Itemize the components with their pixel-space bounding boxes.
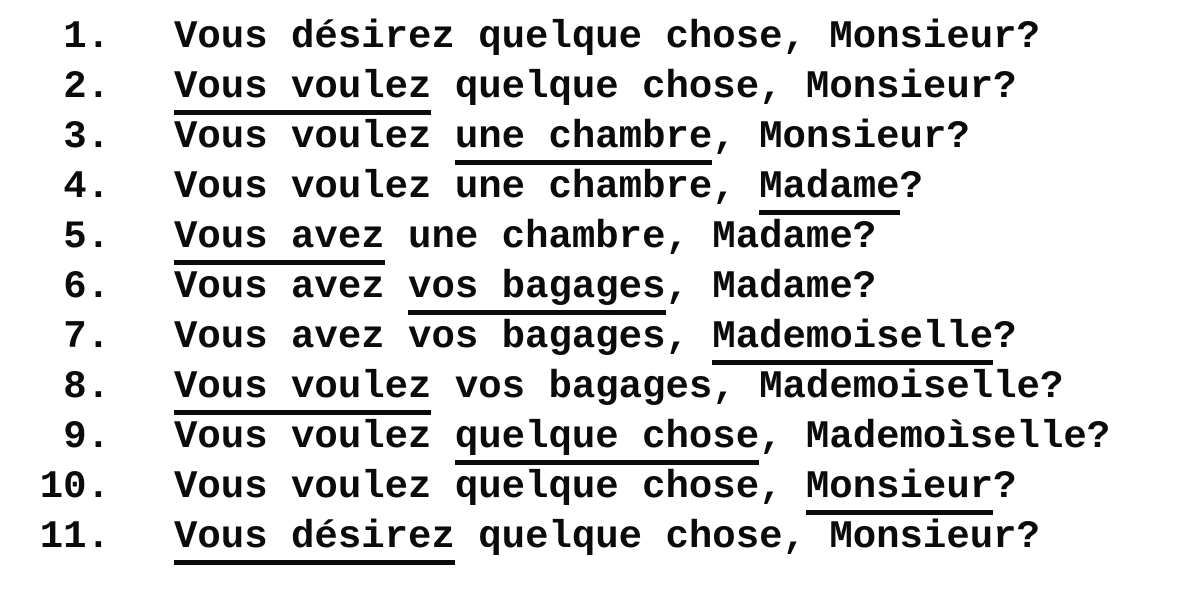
underlined-phrase: quelque chose <box>455 415 759 465</box>
drill-line <box>0 162 1196 212</box>
text-segment: quelque chose, Monsieur? <box>454 515 1040 559</box>
line-number: 8. <box>63 365 110 409</box>
line-number: 7. <box>63 315 110 359</box>
line-number: 2. <box>63 65 110 109</box>
line-text <box>174 312 1017 362</box>
underlined-phrase: Madame <box>759 165 899 215</box>
underlined-phrase: Vous voulez <box>174 365 431 415</box>
text-segment: Vous désirez quelque chose, Monsieur? <box>174 15 1040 59</box>
text-segment: vos bagages, Mademoiselle? <box>431 365 1064 409</box>
line-text <box>174 512 1040 562</box>
text-segment: quelque chose, Monsieur? <box>431 65 1017 109</box>
drill-line <box>0 412 1196 462</box>
drill-line <box>0 112 1196 162</box>
line-number: 9. <box>63 415 110 459</box>
line-text <box>174 262 876 312</box>
line-number: 3. <box>63 115 110 159</box>
underlined-phrase: Vous désirez <box>174 515 455 565</box>
text-segment: Vous voulez quelque chose, <box>174 465 806 509</box>
line-text <box>174 112 970 162</box>
drill-list <box>0 12 1196 562</box>
line-text <box>174 412 1110 462</box>
line-number: 4. <box>63 165 110 209</box>
text-segment: une chambre, Madame? <box>384 215 877 259</box>
text-segment: , Mademoìselle? <box>759 415 1111 459</box>
text-segment: ? <box>993 315 1017 359</box>
text-segment: ? <box>993 465 1017 509</box>
drill-line <box>0 212 1196 262</box>
line-text <box>174 62 1017 112</box>
text-segment: , Madame? <box>665 265 877 309</box>
text-segment: Vous avez vos bagages, <box>174 315 713 359</box>
text-segment: ? <box>899 165 923 209</box>
text-segment: Vous voulez une chambre, <box>174 165 760 209</box>
drill-line <box>0 12 1196 62</box>
line-text <box>174 212 876 262</box>
text-segment: Vous voulez <box>174 115 455 159</box>
underlined-phrase: Monsieur <box>806 465 993 515</box>
drill-line <box>0 362 1196 412</box>
line-number: 10. <box>39 465 110 509</box>
drill-line <box>0 312 1196 362</box>
text-segment: Vous avez <box>174 265 409 309</box>
line-text <box>174 12 1040 62</box>
line-number: 11. <box>39 515 110 559</box>
underlined-phrase: une chambre <box>455 115 712 165</box>
line-text <box>174 362 1063 412</box>
text-segment: , Monsieur? <box>712 115 970 159</box>
text-segment: Vous voulez <box>174 415 455 459</box>
underlined-phrase: Vous avez <box>174 215 385 265</box>
line-text <box>174 462 1017 512</box>
line-number: 6. <box>63 265 110 309</box>
line-text <box>174 162 923 212</box>
line-number: 1. <box>63 15 110 59</box>
drill-line <box>0 262 1196 312</box>
drill-line <box>0 462 1196 512</box>
underlined-phrase: vos bagages <box>408 265 665 315</box>
line-number: 5. <box>63 215 110 259</box>
drill-line <box>0 62 1196 112</box>
underlined-phrase: Mademoiselle <box>712 315 993 365</box>
drill-line <box>0 512 1196 562</box>
underlined-phrase: Vous voulez <box>174 65 431 115</box>
